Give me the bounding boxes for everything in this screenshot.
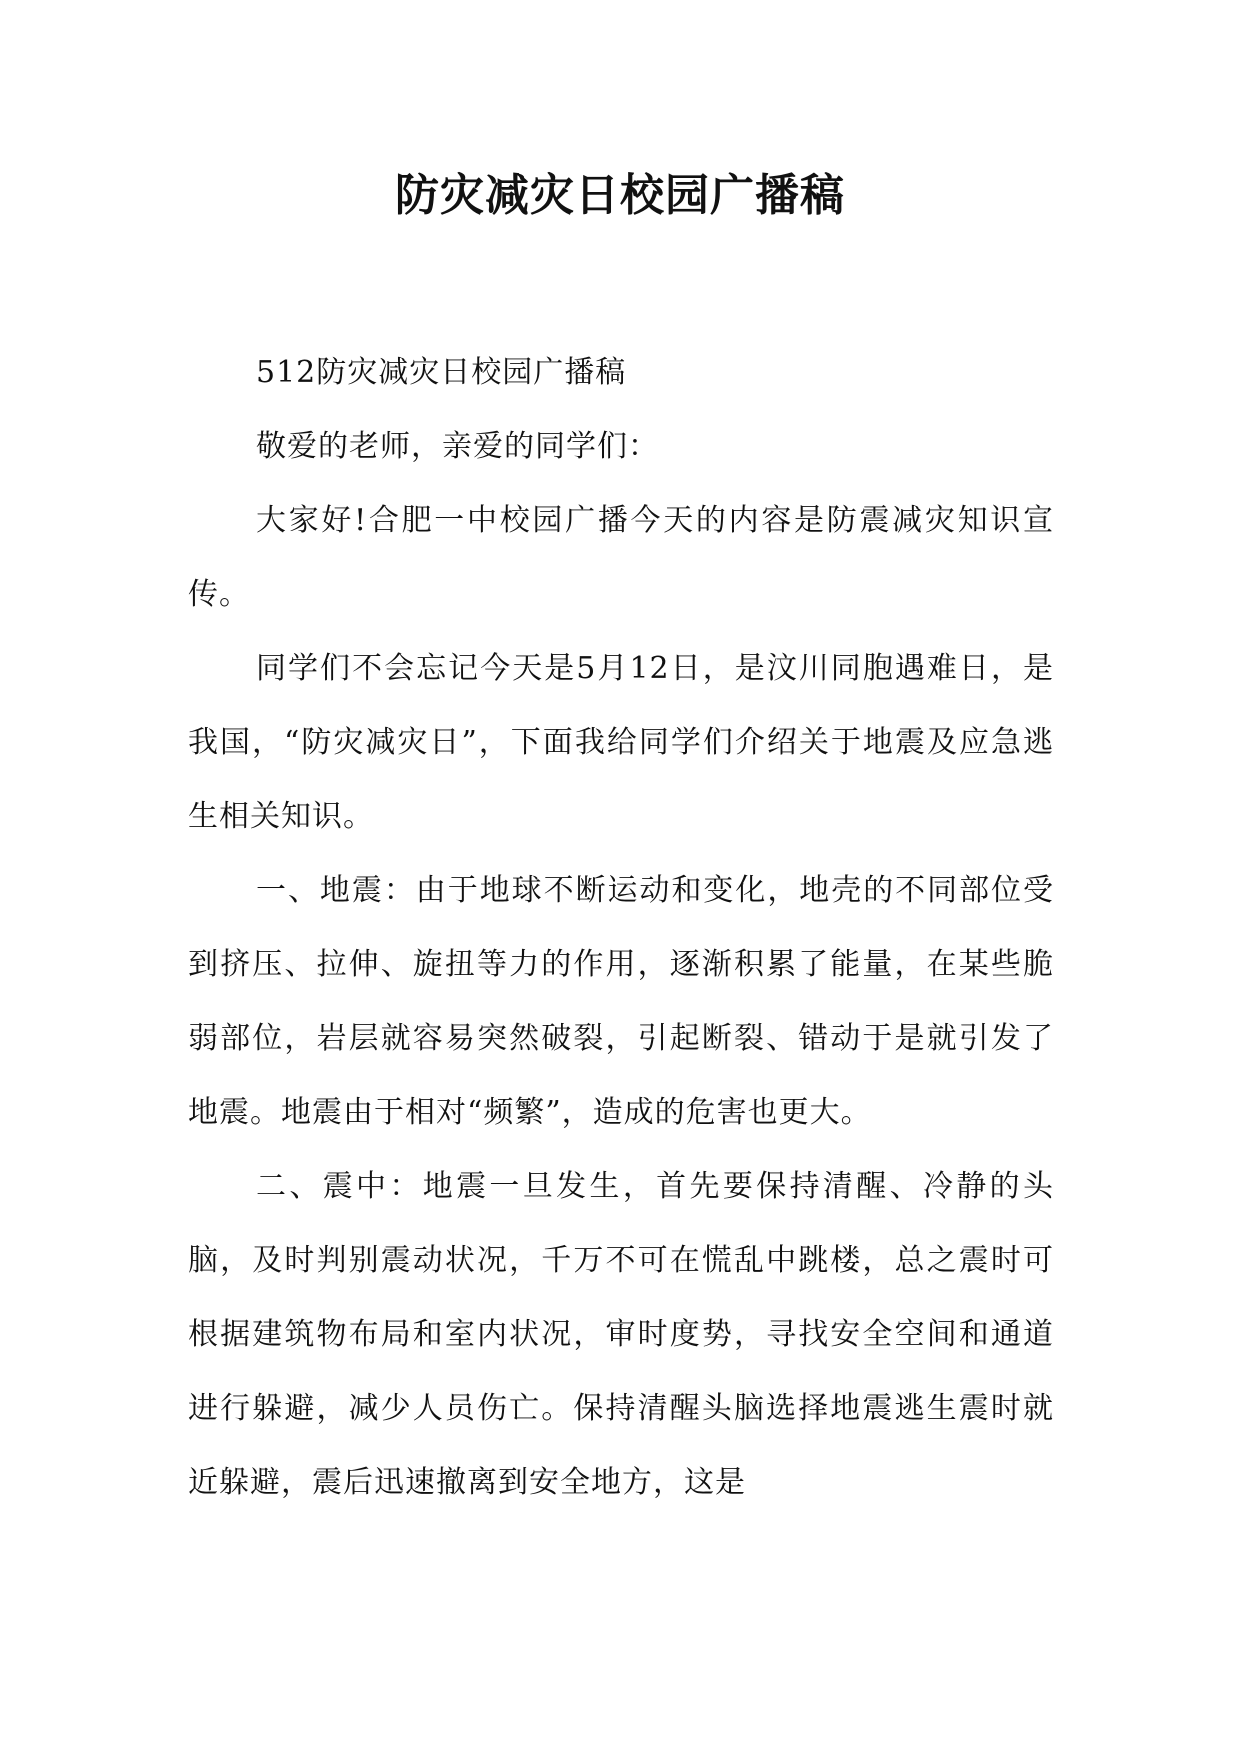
paragraph-section-earthquake: 一、地震：由于地球不断运动和变化，地壳的不同部位受到挤压、拉伸、旋扭等力的作用，逐渐积累了能量，在某些脆弱部位，岩层就容易突然破裂，引起断裂、错动于是就引发了地震。地震由于相对“频繁”，造成的危害也更大。 bbox=[188, 873, 1054, 1130]
paragraph-greeting: 敬爱的老师，亲爱的同学们： bbox=[256, 429, 659, 464]
document-title: 防灾减灾日校园广播稿 bbox=[395, 170, 845, 221]
paragraph-intro: 大家好!合肥一中校园广播今天的内容是防震减灾知识宣传。 bbox=[188, 503, 1054, 612]
paragraph-subtitle: 512防灾减灾日校园广播稿 bbox=[256, 355, 627, 390]
paragraph-section-during: 二、震中：地震一旦发生，首先要保持清醒、冷静的头脑，及时判别震动状况，千万不可在慌乱中跳楼，总之震时可根据建筑物布局和室内状况，审时度势，寻找安全空间和通道进行躲避，减少人员伤亡。保持清醒头脑选择地震逃生震时就近躲避，震后迅速撤离到安全地方，这是 bbox=[188, 1169, 1054, 1500]
document-body bbox=[188, 336, 1054, 1520]
paragraph-date: 同学们不会忘记今天是5月12日，是汶川同胞遇难日，是我国，“防灾减灾日”，下面我给同学们介绍关于地震及应急逃生相关知识。 bbox=[188, 651, 1054, 834]
